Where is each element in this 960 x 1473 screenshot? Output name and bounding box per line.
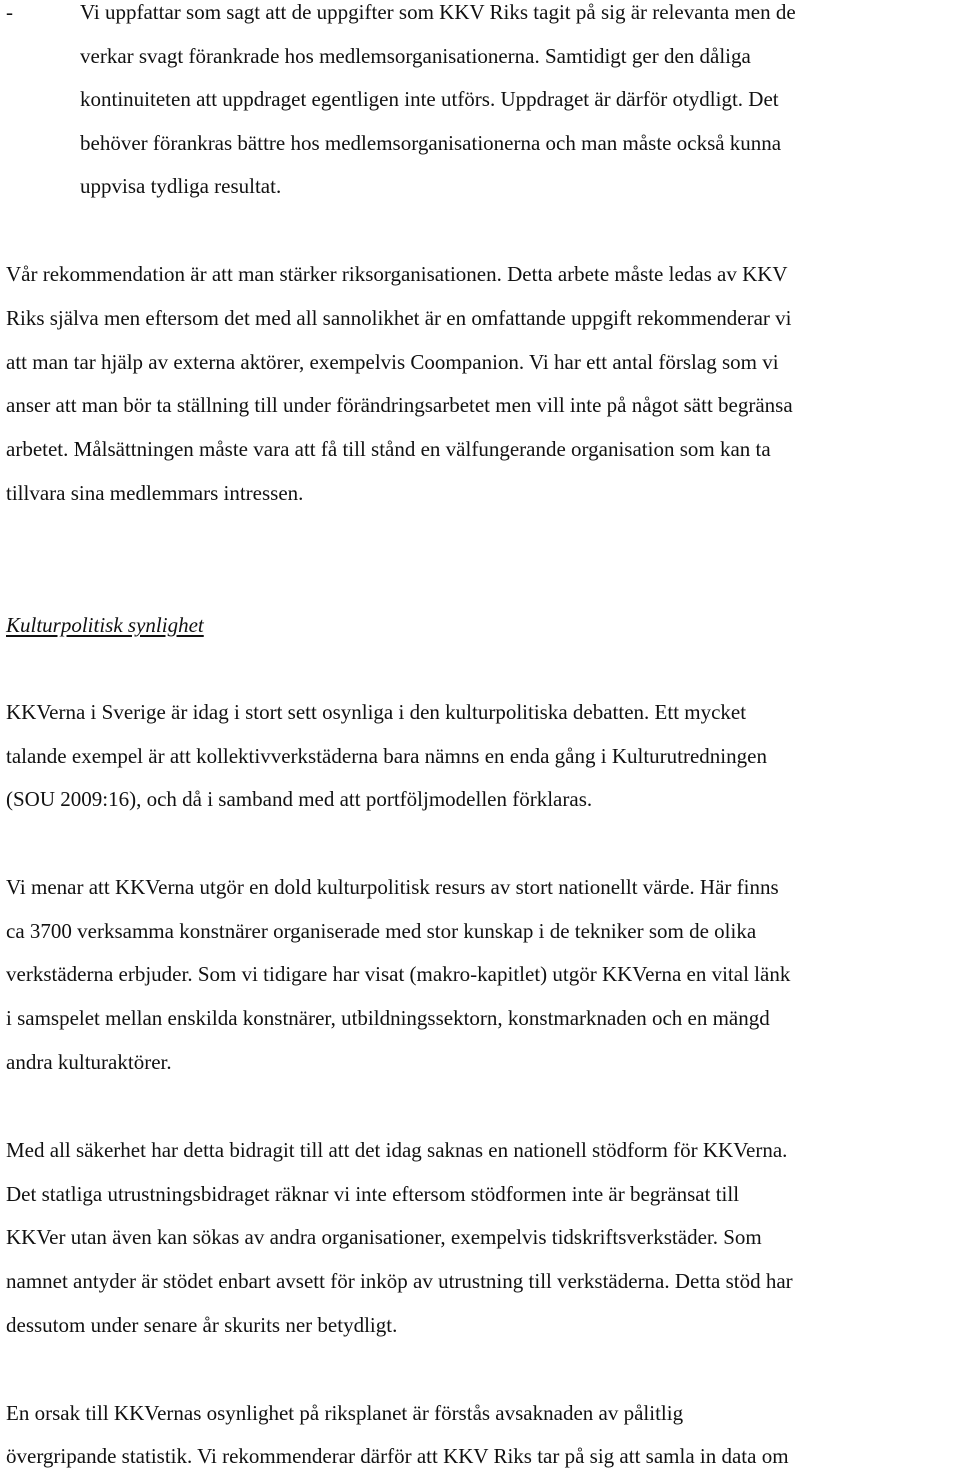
paragraph-line: dessutom under senare år skurits ner betydligt. [6, 1313, 398, 1337]
paragraph-line: anser att man bör ta ställning till under förändringsarbetet men vill inte på något sätt begränsa [6, 393, 793, 417]
paragraph-line: talande exempel är att kollektivverkstäderna bara nämns en enda gång i Kulturutredningen [6, 744, 767, 768]
paragraph-line: Med all säkerhet har detta bidragit till att det idag saknas en nationell stödform för KKVerna. [6, 1138, 788, 1162]
paragraph-line: KKVer utan även kan sökas av andra organisationer, exempelvis tidskriftsverkstäder. Som [6, 1225, 762, 1249]
bullet-dash: - [6, 0, 13, 24]
bullet-line: verkar svagt förankrade hos medlemsorganisationerna. Samtidigt ger den dåliga [80, 44, 751, 68]
paragraph-line: andra kulturaktörer. [6, 1050, 172, 1074]
paragraph-line: Riks själva men eftersom det med all sannolikhet är en omfattande uppgift rekommenderar vi [6, 306, 792, 330]
paragraph-line: tillvara sina medlemmars intressen. [6, 481, 304, 505]
section-heading: Kulturpolitisk synlighet [6, 613, 204, 637]
paragraph-line: övergripande statistik. Vi rekommenderar därför att KKV Riks tar på sig att samla in data om [6, 1444, 789, 1468]
paragraph-line: (SOU 2009:16), och då i samband med att portföljmodellen förklaras. [6, 787, 593, 811]
bullet-line: kontinuiteten att uppdraget egentligen inte utförs. Uppdraget är därför otydligt. Det [80, 87, 779, 111]
paragraph-line: Det statliga utrustningsbidraget räknar vi inte eftersom stödformen inte är begränsat till [6, 1182, 740, 1206]
paragraph-line: att man tar hjälp av externa aktörer, exempelvis Coompanion. Vi har ett antal förslag som vi [6, 350, 779, 374]
paragraph-line: verkstäderna erbjuder. Som vi tidigare har visat (makro-kapitlet) utgör KKVerna en vital länk [6, 962, 791, 986]
paragraph-line: namnet antyder är stödet enbart avsett för inköp av utrustning till verkstäderna. Detta stöd har [6, 1269, 793, 1293]
paragraph-line: Vår rekommendation är att man stärker riksorganisationen. Detta arbete måste ledas av KKV [6, 262, 788, 286]
paragraph-line: arbetet. Målsättningen måste vara att få till stånd en välfungerande organisation som kan ta [6, 437, 771, 461]
bullet-line: Vi uppfattar som sagt att de uppgifter som KKV Riks tagit på sig är relevanta men de [80, 0, 796, 24]
paragraph-line: i samspelet mellan enskilda konstnärer, utbildningssektorn, konstmarknaden och en mängd [6, 1006, 770, 1030]
paragraph-line: En orsak till KKVernas osynlighet på riksplanet är förstås avsaknaden av pålitlig [6, 1401, 684, 1425]
paragraph-line: KKVerna i Sverige är idag i stort sett osynliga i den kulturpolitiska debatten. Ett mycket [6, 700, 747, 724]
paragraph-line: Vi menar att KKVerna utgör en dold kulturpolitisk resurs av stort nationellt värde. Här finns [6, 875, 779, 899]
bullet-line: behöver förankras bättre hos medlemsorganisationerna och man måste också kunna [80, 131, 782, 155]
bullet-line: uppvisa tydliga resultat. [80, 174, 282, 198]
paragraph-line: ca 3700 verksamma konstnärer organiserade med stor kunskap i de tekniker som de olika [6, 919, 757, 943]
